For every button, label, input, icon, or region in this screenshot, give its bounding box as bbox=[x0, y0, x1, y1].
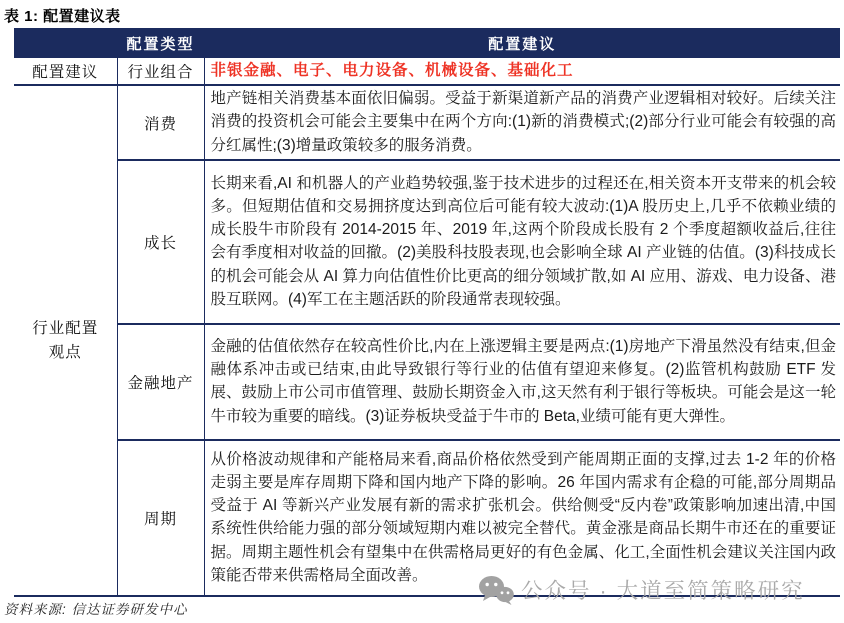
row-type-industry-combo: 行业组合 bbox=[117, 57, 204, 85]
header-config-type: 配置类型 bbox=[117, 29, 204, 57]
row-advice-cycle: 从价格波动规律和产能格局来看,商品价格依然受到产能周期正面的支撑,过去 1-2 年的价格走弱主要是库存周期下降和国内地产下降的影响。26 年国内需求有企稳的可能,部分周期品受益于 AI 等新兴产业发展有新的需求扩张机会。供给侧受“反内卷”政策影响加速出清,中国系统性供给能力强的部分领域短期内难以被完全替代。黄金涨是商品长期牛市还在的重要证据。周期主题性机会有望集中在供需格局更好的有色金属、化工,全面性机会建议关注国内政策能否带来供需格局全面改善。 bbox=[204, 440, 840, 596]
watermark-text: 公众号 · 大道至简策略研究 bbox=[521, 579, 805, 603]
row-advice-industry-combo: 非银金融、电子、电力设备、机械设备、基础化工 bbox=[204, 57, 840, 85]
header-empty-cell bbox=[14, 29, 117, 57]
table-header-row bbox=[14, 29, 840, 57]
table-row bbox=[14, 440, 840, 596]
table-row bbox=[14, 85, 840, 160]
row-advice-financial-realestate: 金融的估值依然存在较高性价比,内在上涨逻辑主要是两点:(1)房地产下滑虽然没有结束,但金融体系冲击或已结束,由此导致银行等行业的估值有望迎来修复。(2)监管机构鼓励 ETF 发展、鼓励上市公司市值管理、鼓励长期资金入市,这天然有利于银行等板块。可能会是这一轮牛市较为重要的暗线。(3)证券板块受益于牛市的 Beta,业绩可能有更大弹性。 bbox=[204, 324, 840, 440]
group-label-industry-view bbox=[14, 85, 117, 596]
group-label-industry-view-text: 行业配置观点 bbox=[32, 319, 99, 361]
header-config-advice: 配置建议 bbox=[204, 29, 840, 57]
group-label-allocation-advice: 配置建议 bbox=[14, 57, 117, 85]
row-advice-growth: 长期来看,AI 和机器人的产业趋势较强,鉴于技术进步的过程还在,相关资本开支带来的机会较多。但短期估值和交易拥挤度达到高位后可能有较大波动:(1)A 股历史上,几乎不依赖业绩的成长股牛市阶段有 2014-2015 年、2019 年,这两个阶段成长股有 2 个季度超额收益后,往往会有季度相对收益的回撤。(2)美股科技股表现,也会影响全球 AI 产业链的估值。(3)科技成长的机会可能会从 AI 算力向估值性价比更高的细分领域扩散,如 AI 应用、游戏、电力设备、港股互联网。(4)军工在主题活跃的阶段通常表现较强。 bbox=[204, 160, 840, 324]
row-type-cycle: 周期 bbox=[117, 440, 204, 596]
allocation-table bbox=[14, 28, 840, 597]
table-row bbox=[14, 324, 840, 440]
source-note: 资料来源: 信达证券研发中心 bbox=[4, 602, 188, 617]
row-type-growth: 成长 bbox=[117, 160, 204, 324]
table-row bbox=[14, 57, 840, 85]
wechat-icon bbox=[478, 575, 514, 605]
row-type-consumption: 消费 bbox=[117, 85, 204, 160]
watermark bbox=[478, 574, 805, 605]
table-title: 表 1: 配置建议表 bbox=[4, 8, 121, 25]
row-advice-consumption: 地产链相关消费基本面依旧偏弱。受益于新渠道新产品的消费产业逻辑相对较好。后续关注消费的投资机会可能会主要集中在两个方向:(1)新的消费模式;(2)部分行业可能会有较强的高分红属性;(3)增量政策较多的服务消费。 bbox=[204, 85, 840, 160]
row-type-financial-realestate: 金融地产 bbox=[117, 324, 204, 440]
table-row bbox=[14, 160, 840, 324]
